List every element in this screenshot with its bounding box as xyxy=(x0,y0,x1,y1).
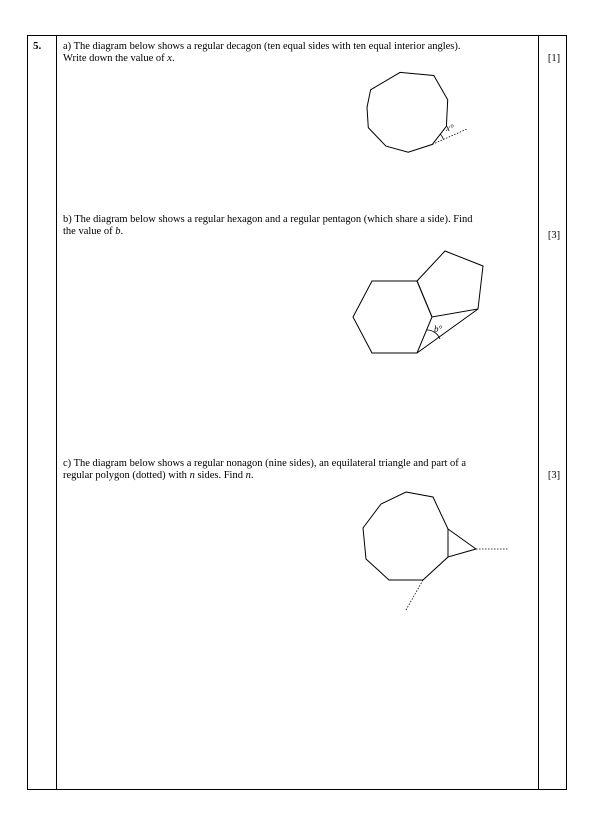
hexagon-pentagon-diagram xyxy=(353,251,483,353)
part-b-line1: b) The diagram below shows a regular hexagon and a regular pentagon (which share a side). Find xyxy=(63,214,473,225)
part-a-marks: [1] xyxy=(547,53,561,64)
regular-decagon xyxy=(367,72,448,152)
part-b-line2: the value of b. xyxy=(63,226,124,237)
part-a-line2: Write down the value of x. xyxy=(63,53,175,64)
part-b-marks: [3] xyxy=(547,230,561,241)
equilateral-triangle xyxy=(448,529,476,557)
part-c-marks: [3] xyxy=(547,470,561,481)
regular-nonagon xyxy=(363,492,448,580)
angle-arc-x xyxy=(440,134,444,140)
dotted-side-3 xyxy=(406,580,423,610)
part-c-line1: c) The diagram below shows a regular nonagon (nine sides), an equilateral triangle and part of a xyxy=(63,458,467,469)
question-number: 5. xyxy=(33,40,42,52)
part-c-line2: regular polygon (dotted) with n sides. Find n. xyxy=(63,470,254,481)
angle-label-x: x° xyxy=(446,123,454,133)
regular-pentagon xyxy=(417,251,483,317)
decagon-diagram xyxy=(367,72,467,152)
regular-hexagon xyxy=(353,281,432,353)
part-a-line1: a) The diagram below shows a regular decagon (ten equal sides with ten equal interior angles). xyxy=(63,41,461,52)
angle-label-b: b° xyxy=(434,324,443,334)
nonagon-diagram xyxy=(363,492,509,610)
